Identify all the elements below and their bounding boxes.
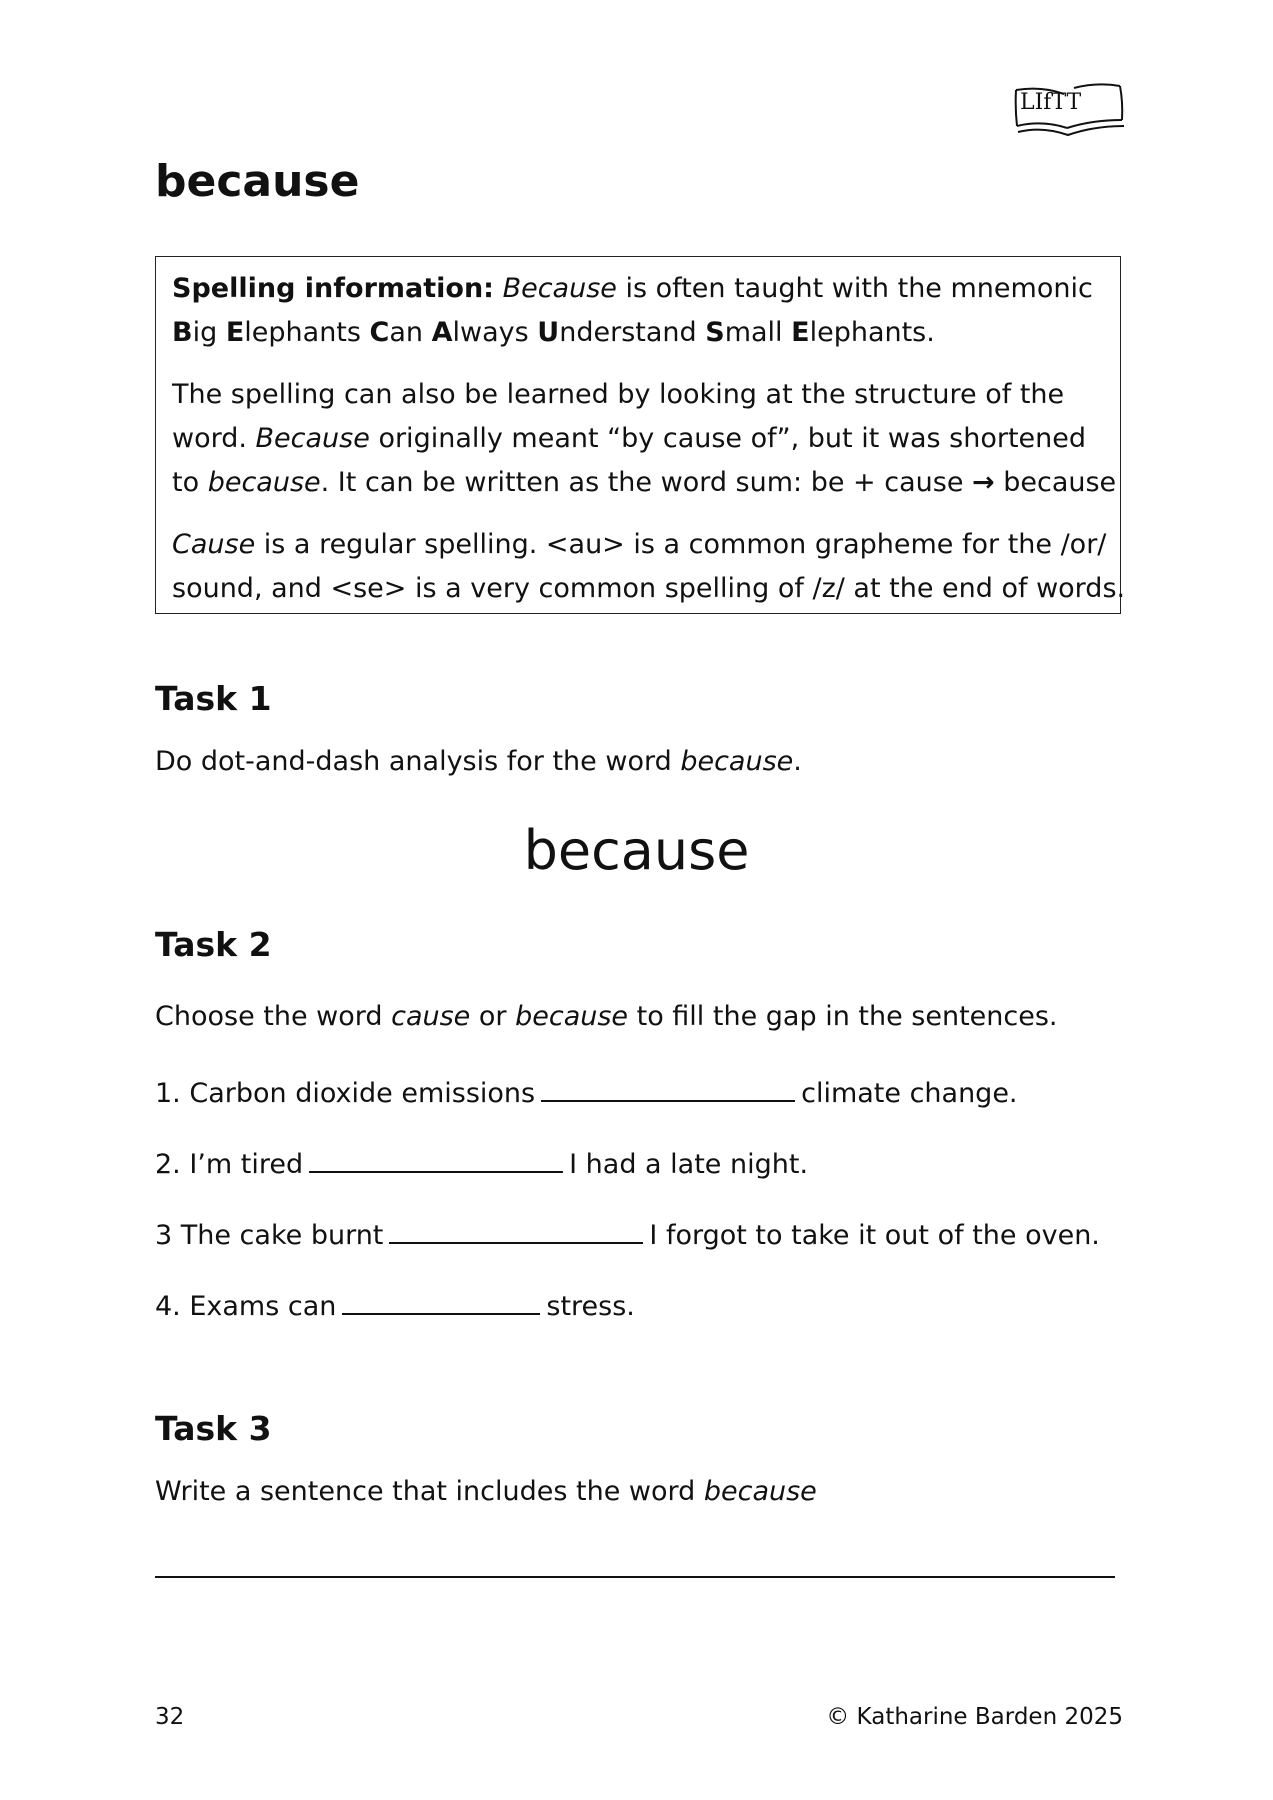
mnemonic-initial: E	[225, 317, 245, 348]
copyright: © Katharine Barden 2025	[826, 1704, 1123, 1730]
mnemonic	[172, 317, 935, 348]
sentence-2: 2. I’m tired I had a late night.	[155, 1145, 808, 1178]
spelling-info-box	[155, 256, 1126, 614]
mnemonic-initial: B	[172, 317, 193, 348]
answer-line[interactable]	[155, 1576, 1115, 1578]
page-number: 32	[155, 1704, 185, 1730]
task2-heading: Task 2	[155, 925, 272, 964]
mnemonic-initial: U	[537, 317, 560, 348]
gap-blank-4[interactable]	[342, 1287, 540, 1315]
page-title: because	[155, 156, 360, 207]
task1-instruction: Do dot-and-dash analysis for the word because.	[155, 746, 802, 777]
mnemonic-rest: lephants.	[809, 317, 935, 348]
info-word: Because	[502, 273, 617, 304]
mnemonic-rest: mall	[724, 317, 792, 348]
mnemonic-rest: an	[389, 317, 432, 348]
mnemonic-initial: E	[791, 317, 810, 348]
task3-instruction: Write a sentence that includes the word because	[155, 1476, 817, 1507]
mnemonic-initial: A	[431, 317, 453, 348]
logo-letters: LIfTT	[1020, 90, 1082, 115]
arrow-right-icon: →	[972, 467, 995, 498]
task3-heading: Task 3	[155, 1409, 272, 1448]
task1-heading: Task 1	[155, 679, 272, 718]
mnemonic-rest: lways	[452, 317, 538, 348]
gap-blank-1[interactable]	[541, 1074, 795, 1102]
mnemonic-rest: lephants	[244, 317, 370, 348]
sentence-1: 1. Carbon dioxide emissions climate change.	[155, 1074, 1018, 1107]
task2-instruction: Choose the word cause or because to fill the gap in the sentences.	[155, 1001, 1058, 1032]
sentence-4: 4. Exams can stress.	[155, 1287, 635, 1320]
mnemonic-rest: nderstand	[559, 317, 706, 348]
info-label: Spelling information:	[172, 273, 494, 304]
info-paragraph-1: Spelling information: Because is often taught with the mnemonic Big Elephants Can Always Understand Small Elephants.	[172, 273, 1093, 348]
gap-blank-2[interactable]	[309, 1145, 563, 1173]
mnemonic-rest: ig	[192, 317, 226, 348]
lift-logo	[1012, 80, 1128, 140]
mnemonic-initial: S	[705, 317, 725, 348]
gap-blank-3[interactable]	[389, 1216, 643, 1244]
info-paragraph-2: The spelling can also be learned by looking at the structure of the word. Because originally meant “by cause of”, but it was shortened to because. It can be written as the word sum: be + cause → because	[172, 379, 1117, 498]
mnemonic-initial: C	[369, 317, 390, 348]
info-paragraph-3: Cause is a regular spelling. <au> is a common grapheme for the /or/ sound, and <se> is a very common spelling of /z/ at the end of words.	[172, 529, 1126, 604]
sentence-3: 3 The cake burnt I forgot to take it out of the oven.	[155, 1216, 1100, 1249]
dot-dash-word: because	[523, 819, 750, 882]
